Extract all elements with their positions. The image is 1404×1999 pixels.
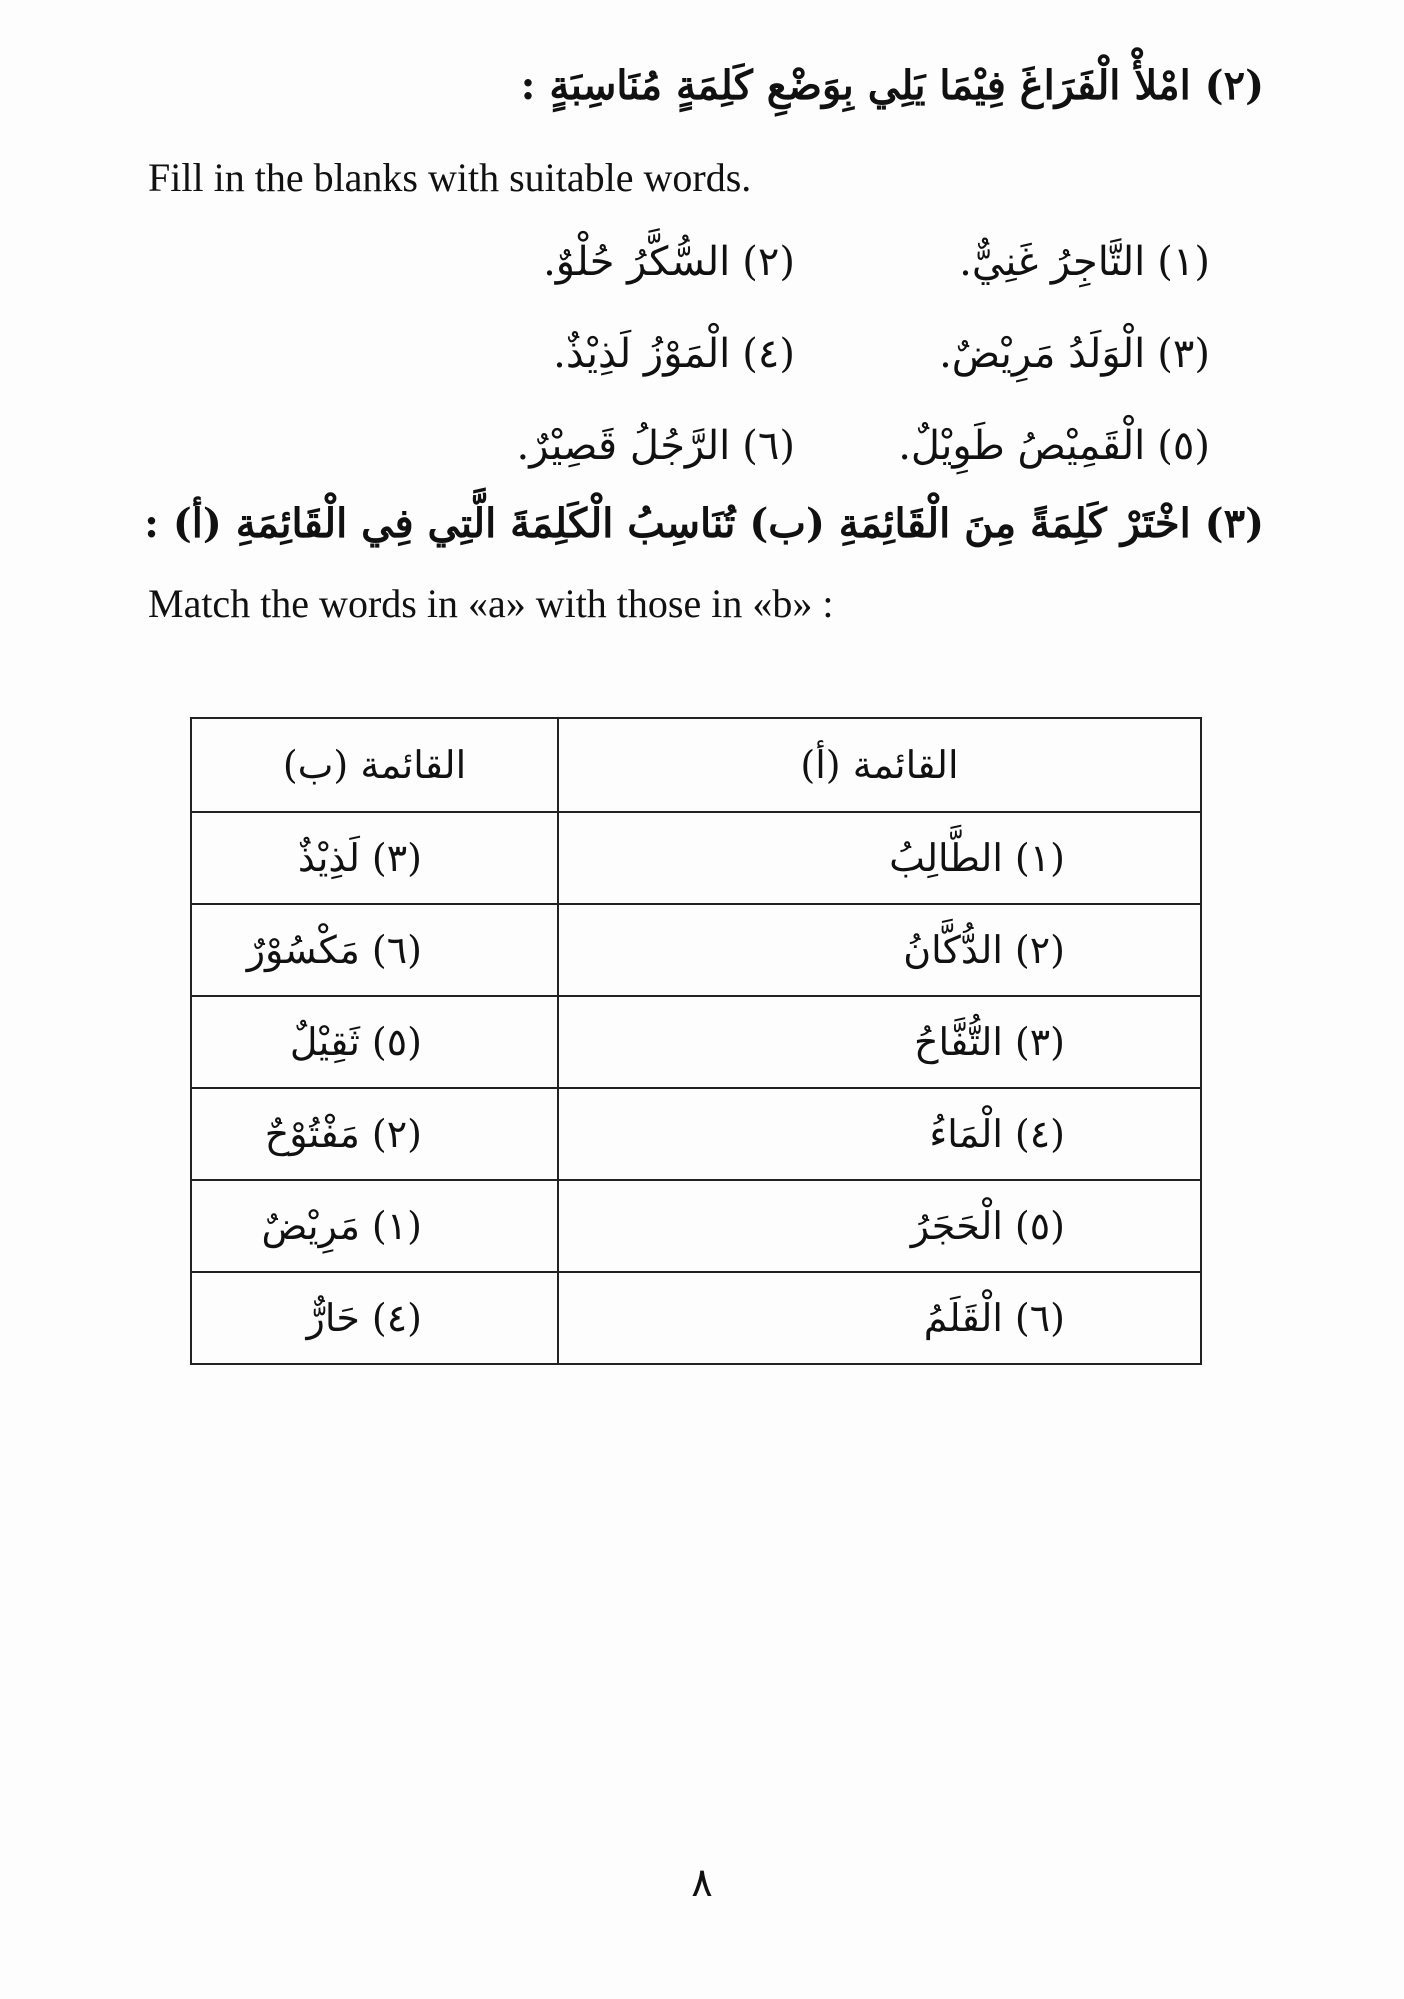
item-number: (٤) — [1014, 1112, 1065, 1156]
item-word: الْمَاءُ — [929, 1112, 1003, 1156]
sentence-number: (٦) — [742, 423, 795, 469]
matching-table — [190, 717, 1202, 1365]
cell-list-a — [558, 1088, 1201, 1180]
item-number: (١) — [371, 1204, 422, 1248]
exercise2-sentence-grid — [380, 216, 1210, 492]
sentence-text: الْقَمِيْصُ طَوِيْلٌ. — [898, 423, 1146, 469]
item-word: لَذِيْذٌ — [297, 836, 360, 880]
sentence-text: الْمَوْزُ لَذِيْذٌ. — [553, 331, 731, 377]
item-number: (٤) — [371, 1296, 422, 1340]
sentence-text: الرَّجُلُ قَصِيْرٌ. — [516, 423, 731, 469]
item-number: (٥) — [371, 1020, 422, 1064]
exercise3-title: (٣) اخْتَرْ كَلِمَةً مِنَ الْقَائِمَةِ (ب) تُنَاسِبُ الْكَلِمَةَ الَّتِي فِي الْقَائِمَةِ (أ) : — [144, 500, 1264, 547]
sentence-text: التَّاجِرُ غَنِيٌّ. — [959, 239, 1146, 285]
item-word: حَارٌّ — [306, 1296, 360, 1340]
item-word: مَرِيْضٌ — [261, 1204, 360, 1248]
cell-list-a — [558, 812, 1201, 904]
item-number: (٥) — [1014, 1204, 1065, 1248]
cell-list-b — [191, 904, 558, 996]
sentence-number: (٢) — [742, 239, 795, 285]
sentence-3 — [795, 308, 1210, 400]
sentence-4 — [380, 308, 795, 400]
sentence-1 — [795, 216, 1210, 308]
table-row — [191, 1272, 1201, 1364]
table-row — [191, 1180, 1201, 1272]
item-number: (٦) — [1014, 1296, 1065, 1340]
sentence-number: (٥) — [1157, 423, 1210, 469]
item-number: (٣) — [371, 836, 422, 880]
exercise2-title: (٢) امْلأْ الْفَرَاغَ فِيْمَا يَلِي بِوَضْعِ كَلِمَةٍ مُنَاسِبَةٍ : — [520, 62, 1264, 109]
cell-list-a — [558, 1272, 1201, 1364]
header-list-a: القائمة (أ) — [558, 718, 1201, 812]
item-number: (٦) — [371, 928, 422, 972]
sentence-2 — [380, 216, 795, 308]
cell-list-b — [191, 1088, 558, 1180]
cell-list-a — [558, 1180, 1201, 1272]
item-number: (٢) — [371, 1112, 422, 1156]
cell-list-a — [558, 996, 1201, 1088]
item-number: (٢) — [1014, 928, 1065, 972]
exercise2-instruction: Fill in the blanks with suitable words. — [148, 155, 752, 200]
item-word: مَفْتُوْحٌ — [264, 1112, 360, 1156]
cell-list-b — [191, 996, 558, 1088]
sentence-6 — [380, 400, 795, 492]
header-list-b: القائمة (ب) — [191, 718, 558, 812]
table-header-row — [191, 718, 1201, 812]
cell-list-a — [558, 904, 1201, 996]
sentence-number: (١) — [1157, 239, 1210, 285]
item-word: مَكْسُوْرٌ — [246, 928, 360, 972]
cell-list-b — [191, 812, 558, 904]
item-word: الْحَجَرُ — [910, 1204, 1003, 1248]
table-row — [191, 904, 1201, 996]
item-word: ثَقِيْلٌ — [289, 1020, 360, 1064]
item-word: الدُّكَّانُ — [903, 928, 1003, 972]
table-row — [191, 1088, 1201, 1180]
item-word: التُّفَّاحُ — [913, 1020, 1003, 1064]
table-row — [191, 996, 1201, 1088]
cell-list-b — [191, 1272, 558, 1364]
item-word: الطَّالِبُ — [889, 836, 1003, 880]
sentence-number: (٣) — [1157, 331, 1210, 377]
exercise3-instruction: Match the words in «a» with those in «b» : — [148, 581, 834, 626]
sentence-number: (٤) — [742, 331, 795, 377]
sentence-text: السُّكَّرُ حُلْوٌ. — [543, 239, 731, 285]
sentence-text: الْوَلَدُ مَرِيْضٌ. — [939, 331, 1146, 377]
item-number: (١) — [1014, 836, 1065, 880]
page-number: ٨ — [691, 1860, 713, 1906]
table-row — [191, 812, 1201, 904]
sentence-5 — [795, 400, 1210, 492]
cell-list-b — [191, 1180, 558, 1272]
item-word: الْقَلَمُ — [923, 1296, 1003, 1340]
item-number: (٣) — [1014, 1020, 1065, 1064]
